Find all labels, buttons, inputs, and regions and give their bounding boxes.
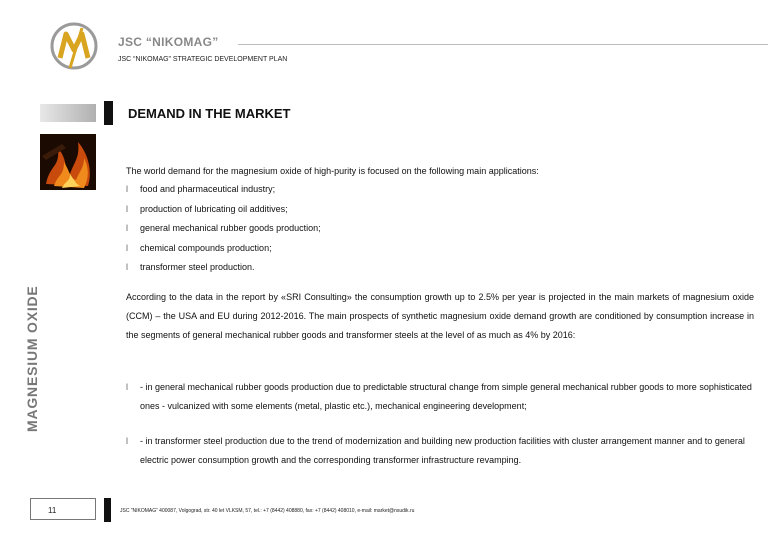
list-item [126,184,321,204]
header-divider [238,44,768,45]
bullet: l [126,262,128,272]
bullet: l [126,436,128,446]
market-paragraph: According to the data in the report by «SRI Consulting» the consumption growth up to 2.5% per year is projected in the main markets of magnesium oxide (CCM) – the USA and EU during 2012-2016. The main prospects of synthetic magnesium oxide demand growth are conditioned by consumption increase in the segments of general mechanical rubber goods and transformer steels at the level of as much as 4% by 2016: [126,292,754,340]
sub-point [126,432,754,470]
section-accent-bar [40,104,96,122]
list-item-text: general mechanical rubber goods production; [140,223,321,233]
applications-list [126,184,321,282]
page-number: 11 [48,506,57,515]
list-item [126,204,321,224]
nikomag-logo [48,20,100,72]
sub-point-text: - in transformer steel production due to the trend of modernization and building new production facilities with cluster arrangement manner and to general electric power consumption growth and the corresponding transformer infrastructure revamping. [140,436,745,465]
list-item-text: chemical compounds production; [140,242,272,253]
side-label: MAGNESIUM OXIDE [24,285,40,432]
document-subtitle: JSC “NIKOMAG” STRATEGIC DEVELOPMENT PLAN [118,56,288,63]
sub-point [126,378,754,416]
list-item-text: transformer steel production. [140,262,255,272]
sub-point-text: - in general mechanical rubber goods production due to predictable structural change from simple general mechanical rubber goods to more sophisticated ones - vulcanized with some elements (metal, plastic etc.), mechanical engineering development; [140,382,752,411]
page-number-box [30,498,96,520]
list-item [126,243,321,263]
list-item-text: food and pharmaceutical industry; [140,184,276,194]
footer-marker [104,498,111,522]
bullet: l [126,242,128,253]
bullet: l [126,382,128,392]
bullet: l [126,223,128,233]
bullet: l [126,184,128,194]
footer-contact: JSC “NIKOMAG” 400087, Volgograd, str. 40 let VLKSM, 57, tel.: +7 (8442) 408880, fax: +7 (8442) 408010, e-mail: market@nsudik.ru [120,508,415,514]
section-marker [104,101,113,125]
list-item [126,262,321,282]
list-item [126,223,321,243]
section-title: DEMAND IN THE MARKET [128,106,291,121]
intro-text: The world demand for the magnesium oxide of high-purity is focused on the following main applications: [126,166,539,176]
list-item-text: production of lubricating oil additives; [140,203,288,214]
company-name: JSC “NIKOMAG” [118,35,219,49]
bullet: l [126,203,128,214]
fire-photo [40,134,96,190]
